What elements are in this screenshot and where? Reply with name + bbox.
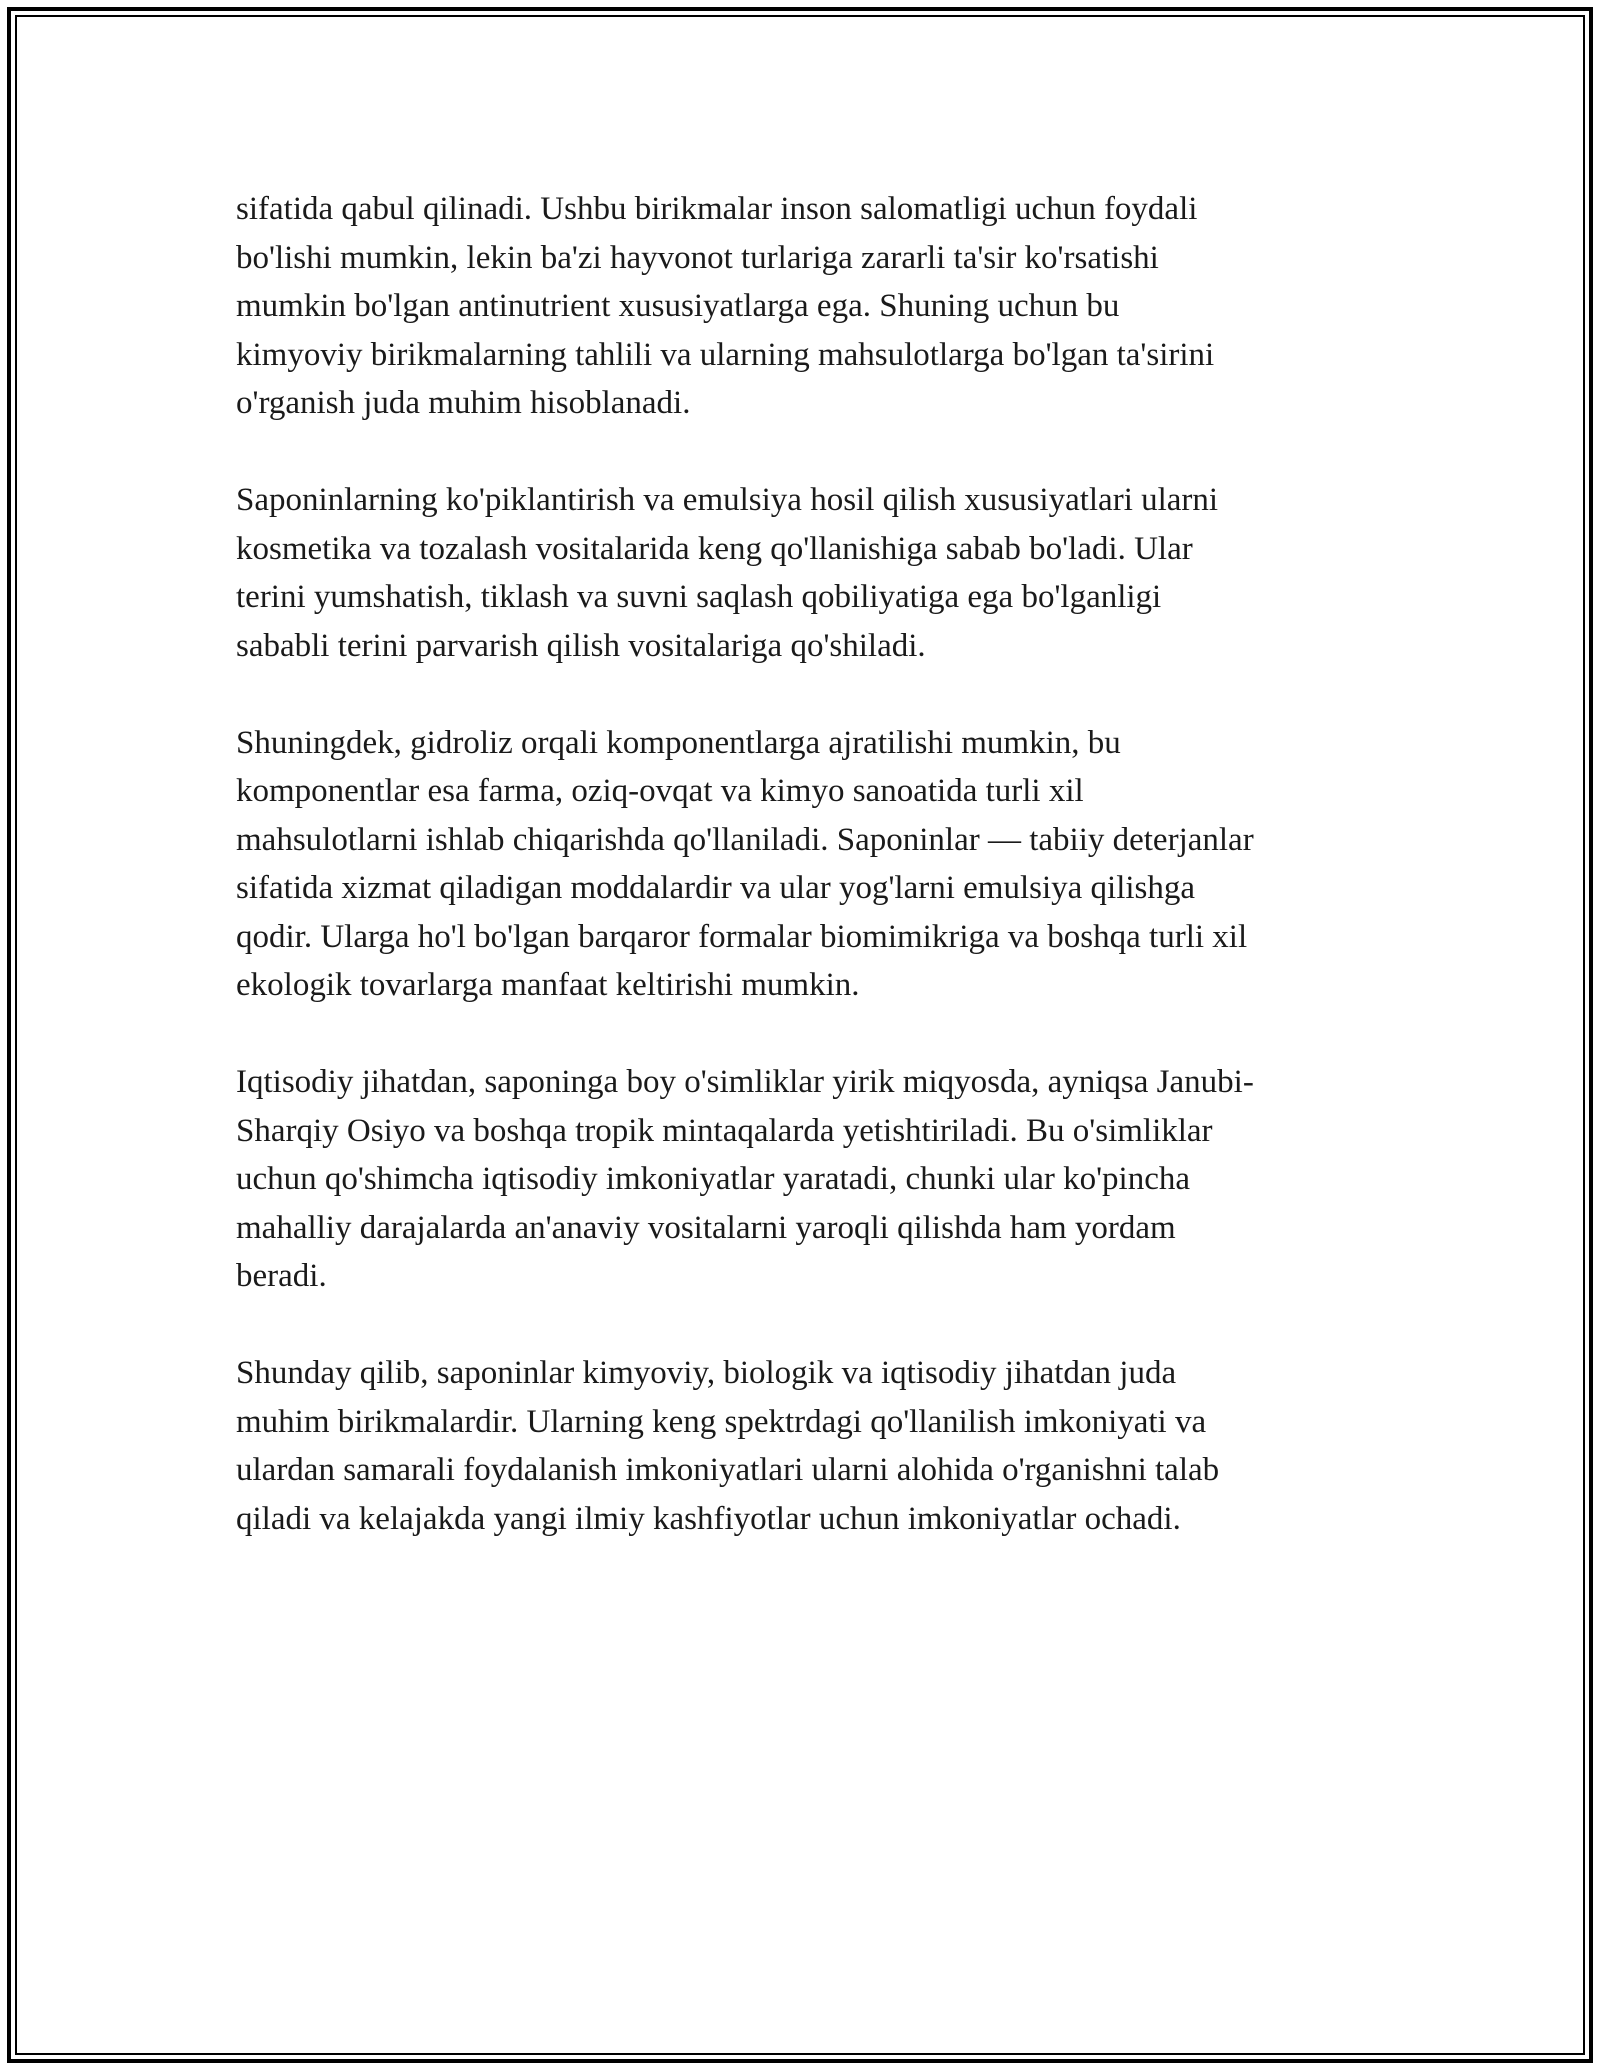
- text-line: Shuningdek, gidroliz orqali komponentlarga ajratilishi mumkin, bu: [236, 724, 1121, 761]
- text-line: ulardan samarali foydalanish imkoniyatlari ularni alohida o'rganishni talab: [236, 1452, 1220, 1488]
- text-line: uchun qo'shimcha iqtisodiy imkoniyatlar yaratadi, chunki ular ko'pincha: [236, 1161, 1191, 1197]
- text-line: mumkin bo'lgan antinutrient xususiyatlarga ega. Shuning uchun bu: [236, 288, 1120, 324]
- text-line: terini yumshatish, tiklash va suvni saqlash qobiliyatiga ega bo'lganligi: [236, 579, 1162, 615]
- text-line: Iqtisodiy jihatdan, saponinga boy o'simliklar yirik miqyosda, ayniqsa Janubi-: [236, 1064, 1254, 1100]
- paragraph-1: [236, 185, 1366, 428]
- text-line: kimyoviy birikmalarning tahlili va ularning mahsulotlarga bo'lgan ta'sirini: [236, 336, 1215, 373]
- text-line: o'rganish juda muhim hisoblanadi.: [236, 385, 691, 421]
- text-line: komponentlar esa farma, oziq-ovqat va kimyo sanoatida turli xil: [236, 773, 1084, 809]
- text-line: muhim birikmalardir. Ularning keng spektrdagi qo'llanilish imkoniyati va: [236, 1403, 1207, 1440]
- paragraph-5: [236, 1349, 1366, 1543]
- text-line: beradi.: [236, 1258, 327, 1294]
- text-line: ekologik tovarlarga manfaat keltirishi mumkin.: [236, 967, 860, 1003]
- text-line: sifatida qabul qilinadi. Ushbu birikmalar inson salomatligi uchun foydali: [236, 191, 1198, 227]
- text-line: kosmetika va tozalash vositalarida keng qo'llanishiga sabab bo'ladi. Ular: [236, 530, 1193, 567]
- text-line: qiladi va kelajakda yangi ilmiy kashfiyotlar uchun imkoniyatlar ochadi.: [236, 1500, 1181, 1537]
- paragraph-2: [236, 476, 1366, 670]
- text-line: mahsulotlarni ishlab chiqarishda qo'llaniladi. Saponinlar — tabiiy deterjanlar: [236, 821, 1254, 858]
- paragraph-3: [236, 719, 1366, 1010]
- text-line: mahalliy darajalarda an'anaviy vositalarni yaroqli qilishda ham yordam: [236, 1209, 1176, 1246]
- text-line: Saponinlarning ko'piklantirish va emulsiya hosil qilish xususiyatlari ularni: [236, 482, 1219, 518]
- paragraph-4: [236, 1058, 1366, 1301]
- text-line: Shunday qilib, saponinlar kimyoviy, biologik va iqtisodiy jihatdan juda: [236, 1355, 1177, 1391]
- text-line: sifatida xizmat qiladigan moddalardir va ular yog'larni emulsiya qilishga: [236, 870, 1196, 906]
- text-line: Sharqiy Osiyo va boshqa tropik mintaqalarda yetishtiriladi. Bu o'simliklar: [236, 1112, 1213, 1149]
- document-body: [236, 185, 1366, 1543]
- text-line: sababli terini parvarish qilish vositalariga qo'shiladi.: [236, 627, 926, 664]
- text-line: bo'lishi mumkin, lekin ba'zi hayvonot turlariga zararli ta'sir ko'rsatishi: [236, 239, 1159, 276]
- text-line: qodir. Ularga ho'l bo'lgan barqaror formalar biomimikriga va boshqa turli xil: [236, 918, 1248, 955]
